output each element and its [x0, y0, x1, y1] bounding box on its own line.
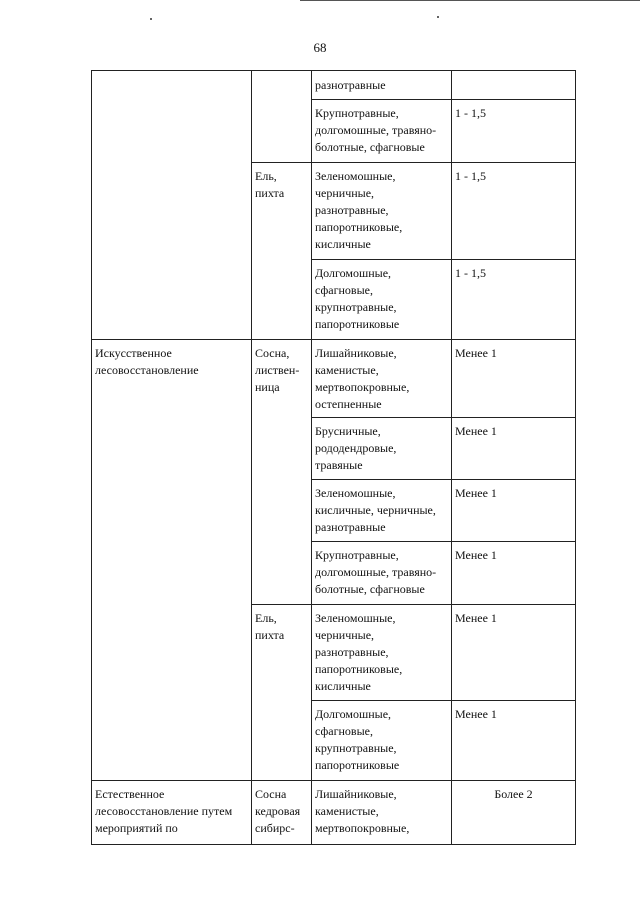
- cell-forest-type: Брусничные, рододендровые, травяные: [312, 418, 452, 480]
- cell-value: Менее 1: [452, 418, 576, 480]
- scan-speck: [150, 18, 152, 20]
- cell-forest-type: Лишайниковые, каменистые, мертвопокровные, остепненные: [312, 340, 452, 418]
- cell-method: [92, 71, 252, 340]
- cell-value: Более 2: [452, 781, 576, 845]
- cell-species: Ель, пихта: [252, 605, 312, 781]
- cell-species: Сосна, листвен- ница: [252, 340, 312, 605]
- table-row: [92, 71, 576, 100]
- cell-forest-type: Крупнотравные, долгомошные, травяно- болотные, сфагновые: [312, 542, 452, 605]
- cell-value: Менее 1: [452, 340, 576, 418]
- cell-forest-type: Долгомошные, сфагновые, крупнотравные, папоротниковые: [312, 701, 452, 781]
- cell-forest-type: Зеленомошные, кисличные, черничные, разнотравные: [312, 480, 452, 542]
- forest-restoration-table: [91, 70, 576, 845]
- cell-forest-type: Зеленомошные, черничные, разнотравные, папоротниковые, кисличные: [312, 163, 452, 260]
- cell-value: Менее 1: [452, 701, 576, 781]
- cell-species: Сосна кедровая сибирс-: [252, 781, 312, 845]
- cell-species: Ель, пихта: [252, 163, 312, 340]
- cell-value: Менее 1: [452, 542, 576, 605]
- top-border-line: [300, 0, 640, 1]
- cell-value: 1 - 1,5: [452, 260, 576, 340]
- cell-value: Менее 1: [452, 605, 576, 701]
- cell-method: Искусственное лесовосстановление: [92, 340, 252, 781]
- table-row: [92, 781, 576, 845]
- cell-forest-type: Крупнотравные, долгомошные, травяно- болотные, сфагновые: [312, 100, 452, 163]
- table-row: [92, 340, 576, 418]
- cell-species: [252, 71, 312, 163]
- scan-speck: [437, 16, 439, 18]
- cell-value: 1 - 1,5: [452, 100, 576, 163]
- cell-forest-type: разнотравные: [312, 71, 452, 100]
- page-number: 68: [313, 40, 327, 55]
- cell-method: Естественное лесовосстановление путем мероприятий по: [92, 781, 252, 845]
- cell-forest-type: Лишайниковые, каменистые, мертвопокровные,: [312, 781, 452, 845]
- cell-value: Менее 1: [452, 480, 576, 542]
- cell-value: [452, 71, 576, 100]
- cell-forest-type: Зеленомошные, черничные, разнотравные, папоротниковые, кисличные: [312, 605, 452, 701]
- cell-forest-type: Долгомошные, сфагновые, крупнотравные, папоротниковые: [312, 260, 452, 340]
- cell-value: 1 - 1,5: [452, 163, 576, 260]
